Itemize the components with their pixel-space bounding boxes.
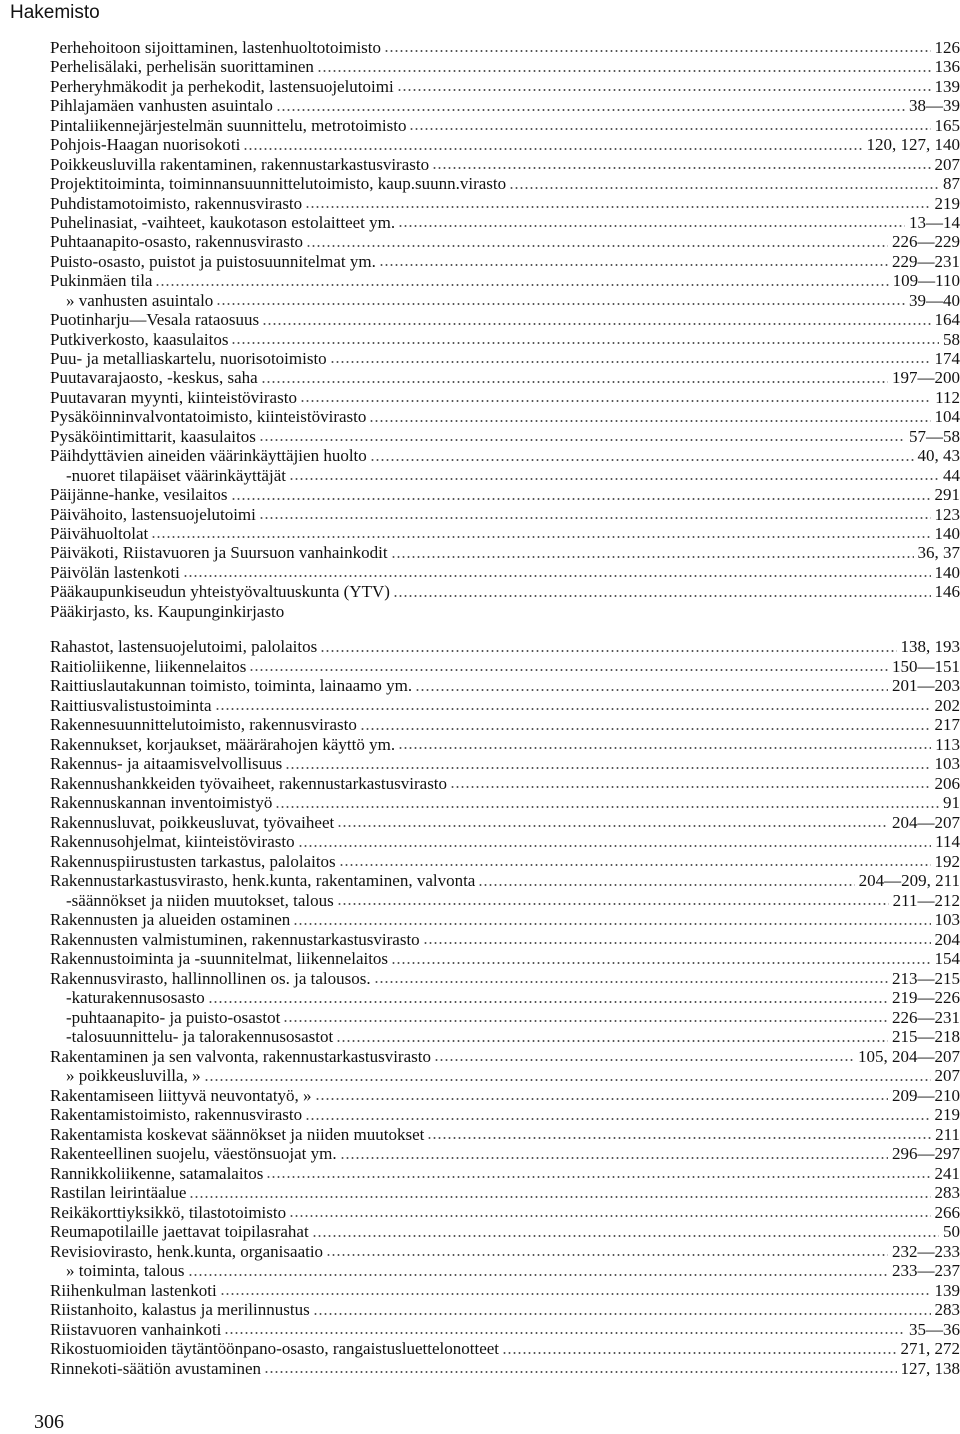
index-entry: [50, 1359, 960, 1379]
dot-leader: [370, 459, 914, 461]
index-term: Riistavuoren vanhainkoti: [50, 1320, 224, 1340]
index-entry: [50, 871, 960, 891]
index-page-ref: 283: [931, 1183, 960, 1203]
index-page-ref: 35—36: [905, 1320, 960, 1340]
index-term: -puhtaanapito- ja puisto-osastot: [50, 1008, 283, 1028]
index-term: Puhelinasiat, -vaihteet, kaukotason estolaitteet ym.: [50, 213, 398, 232]
index-page-ref: 207: [931, 1066, 960, 1086]
index-page-ref: 154: [931, 949, 960, 969]
index-term: Perhelisälaki, perhelisän suorittaminen: [50, 57, 317, 76]
index-page-ref: 136: [931, 57, 960, 76]
index-term: Rakennushankkeiden työvaiheet, rakennustarkastusvirasto: [50, 774, 450, 794]
index-term: Päijänne-hanke, vesilaitos: [50, 485, 231, 504]
dot-leader: [369, 420, 930, 422]
dot-leader: [264, 1371, 896, 1373]
index-term: -talosuunnittelu- ja talorakennusosastot: [50, 1027, 336, 1047]
index-page-ref: 139: [931, 77, 960, 96]
dot-leader: [259, 517, 931, 519]
dot-leader: [220, 1293, 931, 1295]
index-term: Pysäköinninvalvontatoimisto, kiinteistövirasto: [50, 407, 369, 426]
index-entry: [50, 1242, 960, 1262]
dot-leader: [450, 786, 930, 788]
index-term: -katurakennusosasto: [50, 988, 208, 1008]
dot-leader: [261, 381, 888, 383]
index-entry: [50, 252, 960, 271]
dot-leader: [276, 109, 905, 111]
index-term: Rinnekoti-säätiön avustaminen: [50, 1359, 264, 1379]
dot-leader: [231, 498, 931, 500]
index-term: Päihdyttävien aineiden väärinkäyttäjien huolto: [50, 446, 370, 465]
index-term: Rakentaminen ja sen valvonta, rakennustarkastusvirasto: [50, 1047, 434, 1067]
index-term: Päivölän lastenkoti: [50, 563, 183, 582]
index-entry: [50, 657, 960, 677]
dot-leader: [336, 1040, 888, 1042]
index-entry: [50, 407, 960, 426]
index-entry: [50, 1183, 960, 1203]
dot-leader: [208, 1001, 888, 1003]
dot-leader: [384, 50, 930, 52]
index-term: Rikostuomioiden täytäntöönpano-osasto, rangaistusluettelonotteet: [50, 1339, 502, 1359]
index-page-ref: 219: [931, 1105, 960, 1125]
index-entry: [50, 77, 960, 96]
dot-leader: [231, 342, 939, 344]
index-page-ref: 58: [939, 330, 960, 349]
dot-leader: [398, 747, 931, 749]
index-entry: [50, 637, 960, 657]
index-page-ref: 36, 37: [914, 543, 960, 562]
index-term: Pääkirjasto, ks. Kaupunginkirjasto: [50, 602, 287, 621]
index-page-ref: 146: [931, 582, 960, 601]
dot-leader: [393, 595, 931, 597]
index-term: Riihenkulman lastenkoti: [50, 1281, 220, 1301]
dot-leader: [216, 303, 905, 305]
index-term: Riistanhoito, kalastus ja merilinnustus: [50, 1300, 313, 1320]
index-entry: [50, 793, 960, 813]
dot-leader: [434, 1059, 854, 1061]
dot-leader: [285, 767, 930, 769]
index-page-ref: 44: [939, 466, 960, 485]
index-page-ref: 207: [931, 155, 960, 174]
index-term: » vanhusten asuintalo: [50, 291, 216, 310]
index-page-ref: 57—58: [905, 427, 960, 446]
dot-leader: [300, 400, 931, 402]
dot-leader: [204, 1079, 931, 1081]
index-term: Puhtaanapito-osasto, rakennusvirasto: [50, 232, 306, 251]
index-term: Revisiovirasto, henk.kunta, organisaatio: [50, 1242, 326, 1262]
index-term: Rakennuskannan inventoimistyö: [50, 793, 275, 813]
index-term: Rakennustoiminta ja -suunnitelmat, liikennelaitos: [50, 949, 391, 969]
index-entry: [50, 310, 960, 329]
index-term: Rakennus- ja aitaamisvelvollisuus: [50, 754, 285, 774]
page-number: 306: [34, 1410, 64, 1434]
index-entry: [50, 1300, 960, 1320]
index-term: Päiväkoti, Riistavuoren ja Suursuon vanhainkodit: [50, 543, 391, 562]
index-entry: [50, 1144, 960, 1164]
dot-leader: [320, 650, 896, 652]
dot-leader: [259, 439, 905, 441]
index-entry: [50, 368, 960, 387]
index-term: Rakennusvirasto, hallinnollinen os. ja talousos.: [50, 969, 374, 989]
index-term: Poikkeusluvilla rakentaminen, rakennustarkastusvirasto: [50, 155, 432, 174]
dot-leader: [305, 1118, 930, 1120]
index-page-ref: 283: [931, 1300, 960, 1320]
index-term: Perhehoitoon sijoittaminen, lastenhuoltotoimisto: [50, 38, 384, 57]
index-page-ref: 241: [931, 1164, 960, 1184]
index-term: Reikäkorttiyksikkö, tilastotoimisto: [50, 1203, 289, 1223]
index-page-ref: 271, 272: [897, 1339, 960, 1359]
index-term: Puu- ja metalliaskartelu, nuorisotoimisto: [50, 349, 330, 368]
index-term: Reumapotilaille jaettavat toipilasrahat: [50, 1222, 312, 1242]
index-entry: [50, 1086, 960, 1106]
index-entry: [50, 813, 960, 833]
dot-leader: [313, 1313, 931, 1315]
index-page-ref: 113: [931, 735, 960, 755]
index-entry: [50, 330, 960, 349]
index-page-ref: 296—297: [888, 1144, 960, 1164]
index-page-ref: 291: [931, 485, 960, 504]
index-page-ref: 202: [931, 696, 960, 716]
dot-leader: [293, 923, 930, 925]
dot-leader: [183, 575, 931, 577]
dot-leader: [398, 225, 905, 227]
index-entry: [50, 988, 960, 1008]
dot-leader: [155, 284, 888, 286]
index-term: Raitioliikenne, liikennelaitos: [50, 657, 249, 677]
index-entry: [50, 969, 960, 989]
dot-leader: [188, 1274, 888, 1276]
index-entry: [50, 891, 960, 911]
index-page-ref: 139: [931, 1281, 960, 1301]
index-page-ref: 219: [931, 194, 960, 213]
index-page-ref: 201—203: [888, 676, 960, 696]
index-term: » toiminta, talous: [50, 1261, 188, 1281]
dot-leader: [305, 206, 930, 208]
index-term: Puutavaran myynti, kiinteistövirasto: [50, 388, 300, 407]
index-entry: [50, 1222, 960, 1242]
index-page-ref: 50: [939, 1222, 960, 1242]
dot-leader: [374, 981, 888, 983]
index-entry: [50, 1261, 960, 1281]
index-entry: [50, 1027, 960, 1047]
index-page-ref: 206: [931, 774, 960, 794]
index-term: Putkiverkosto, kaasulaitos: [50, 330, 231, 349]
index-page-ref: 209—210: [888, 1086, 960, 1106]
index-page-ref: 233—237: [888, 1261, 960, 1281]
index-entry: [50, 388, 960, 407]
index-term: Pohjois-Haagan nuorisokoti: [50, 135, 243, 154]
dot-leader: [243, 148, 862, 150]
index-page-ref: 226—231: [888, 1008, 960, 1028]
index-entry: [50, 96, 960, 115]
index-entry: [50, 427, 960, 446]
dot-leader: [312, 1235, 939, 1237]
index-term: Rastilan leirintäalue: [50, 1183, 189, 1203]
dot-leader: [215, 708, 931, 710]
index-term: Raittiuslautakunnan toimisto, toiminta, lainaamo ym.: [50, 676, 415, 696]
dot-leader: [415, 689, 888, 691]
index-term: Rakentamistoimisto, rakennusvirasto: [50, 1105, 305, 1125]
index-entry: [50, 1008, 960, 1028]
index-term: » poikkeusluvilla, »: [50, 1066, 204, 1086]
index-group-r: [50, 637, 960, 1378]
index-entry: [50, 1105, 960, 1125]
index-entry: [50, 754, 960, 774]
dot-leader: [266, 1176, 930, 1178]
index-term: Puisto-osasto, puistot ja puistosuunnitelmat ym.: [50, 252, 379, 271]
index-entry: [50, 696, 960, 716]
dot-leader: [317, 70, 931, 72]
dot-leader: [298, 845, 932, 847]
index-term: Rakentamista koskevat säännökset ja niiden muutokset: [50, 1125, 427, 1145]
index-entry: [50, 715, 960, 735]
index-entry: [50, 446, 960, 465]
index-term: Pintaliikennejärjestelmän suunnittelu, metrotoimisto: [50, 116, 409, 135]
index-page-ref: 127, 138: [897, 1359, 960, 1379]
dot-leader: [283, 1020, 888, 1022]
dot-leader: [262, 323, 930, 325]
dot-leader: [337, 825, 888, 827]
dot-leader: [289, 1215, 930, 1217]
dot-leader: [432, 167, 930, 169]
index-page-ref: 112: [931, 388, 960, 407]
index-term: Rakennuspiirustusten tarkastus, palolaitos: [50, 852, 339, 872]
index-term: Päivähoito, lastensuojelutoimi: [50, 505, 259, 524]
dot-leader: [391, 962, 930, 964]
index-entry: [50, 232, 960, 251]
index-term: Pihlajamäen vanhusten asuintalo: [50, 96, 276, 115]
dot-leader: [423, 942, 931, 944]
index-entry: [50, 1281, 960, 1301]
index-page-ref: 123: [931, 505, 960, 524]
index-term: Raittiusvalistustoiminta: [50, 696, 215, 716]
index-entry: [50, 774, 960, 794]
index-page-ref: 165: [931, 116, 960, 135]
index-page-ref: 215—218: [888, 1027, 960, 1047]
index-term: Puotinharju—Vesala rataosuus: [50, 310, 262, 329]
index-entry: [50, 174, 960, 193]
dot-leader: [379, 264, 888, 266]
index-term: Rahastot, lastensuojelutoimi, palolaitos: [50, 637, 320, 657]
index-entry: [50, 57, 960, 76]
index-term: Projektitoiminta, toiminnansuunnittelutoimisto, kaup.suunn.virasto: [50, 174, 509, 193]
index-term: Päivähuoltolat: [50, 524, 151, 543]
dot-leader: [337, 903, 889, 905]
index-entry: [50, 602, 960, 621]
index-term: Rakentamiseen liittyvä neuvontatyö, »: [50, 1086, 315, 1106]
index-entry: [50, 676, 960, 696]
index-entry: [50, 155, 960, 174]
index-page-ref: 204: [931, 930, 960, 950]
index-entry: [50, 349, 960, 368]
index-term: Rakenteellinen suojelu, väestönsuojat ym.: [50, 1144, 340, 1164]
index-entry: [50, 563, 960, 582]
index-page-ref: 204—207: [888, 813, 960, 833]
index-page-ref: 164: [931, 310, 960, 329]
dot-leader: [289, 478, 939, 480]
dot-leader: [478, 884, 854, 886]
dot-leader: [249, 669, 888, 671]
index-page-ref: 140: [931, 524, 960, 543]
index-term: Rakennusohjelmat, kiinteistövirasto: [50, 832, 298, 852]
index-entry: [50, 735, 960, 755]
index-page-ref: 204—209, 211: [855, 871, 960, 891]
dot-leader: [306, 245, 888, 247]
index-entry: [50, 1203, 960, 1223]
index-entry: [50, 135, 960, 154]
dot-leader: [397, 89, 931, 91]
index-page-ref: 197—200: [888, 368, 960, 387]
index-term: Rakennesuunnittelutoimisto, rakennusvirasto: [50, 715, 360, 735]
index-page-ref: 232—233: [888, 1242, 960, 1262]
index-page-ref: 105, 204—207: [854, 1047, 960, 1067]
index-entry: [50, 524, 960, 543]
index-page-ref: 103: [931, 754, 960, 774]
index-entry: [50, 1047, 960, 1067]
index-entry: [50, 930, 960, 950]
index-term: Rakennusluvat, poikkeusluvat, työvaiheet: [50, 813, 337, 833]
index-page-ref: 211—212: [889, 891, 960, 911]
index-page-ref: 192: [931, 852, 960, 872]
index-term: Rakennukset, korjaukset, määrärahojen käyttö ym.: [50, 735, 398, 755]
dot-leader: [360, 728, 931, 730]
index-page-ref: 87: [939, 174, 960, 193]
index-page-ref: 38—39: [905, 96, 960, 115]
index-page-ref: 114: [931, 832, 960, 852]
index-term: Rakennustarkastusvirasto, henk.kunta, rakentaminen, valvonta: [50, 871, 478, 891]
index-entry: [50, 832, 960, 852]
index-entry: [50, 271, 960, 290]
dot-leader: [409, 128, 930, 130]
index-entry: [50, 466, 960, 485]
index-entry: [50, 291, 960, 310]
index-entry: [50, 543, 960, 562]
index-entry: [50, 1320, 960, 1340]
index-term: Rakennusten ja alueiden ostaminen: [50, 910, 293, 930]
index-term: Pukinmäen tila: [50, 271, 155, 290]
index-term: Pääkaupunkiseudun yhteistyövaltuuskunta (YTV): [50, 582, 393, 601]
dot-leader: [315, 1098, 888, 1100]
dot-leader: [189, 1196, 930, 1198]
index-entry: [50, 582, 960, 601]
index-term: -säännökset ja niiden muutokset, talous: [50, 891, 337, 911]
index-page-ref: 109—110: [889, 271, 960, 290]
index-term: Rakennusten valmistuminen, rakennustarkastusvirasto: [50, 930, 423, 950]
dot-leader: [502, 1352, 896, 1354]
index-page-ref: 103: [931, 910, 960, 930]
index-page-ref: 126: [931, 38, 960, 57]
index-page-ref: 219—226: [888, 988, 960, 1008]
index-group-p: [50, 38, 960, 621]
index-page-ref: 138, 193: [897, 637, 960, 657]
index-page-ref: 13—14: [905, 213, 960, 232]
index-entry: [50, 949, 960, 969]
index-page-ref: 150—151: [888, 657, 960, 677]
index-term: -nuoret tilapäiset väärinkäyttäjät: [50, 466, 289, 485]
dot-leader: [326, 1254, 888, 1256]
dot-leader: [509, 187, 939, 189]
index-term: Perheryhmäkodit ja perhekodit, lastensuojelutoimi: [50, 77, 397, 96]
index-entry: [50, 485, 960, 504]
dot-leader: [427, 1137, 931, 1139]
index-page-ref: 174: [931, 349, 960, 368]
index-page-ref: 140: [931, 563, 960, 582]
index-term: Puhdistamotoimisto, rakennusvirasto: [50, 194, 305, 213]
index-entry: [50, 505, 960, 524]
dot-leader: [224, 1332, 905, 1334]
index-term: Puutavarajaosto, -keskus, saha: [50, 368, 261, 387]
dot-leader: [339, 864, 931, 866]
index-entry: [50, 852, 960, 872]
index-entry: [50, 213, 960, 232]
index-entry: [50, 1066, 960, 1086]
index-page-ref: 40, 43: [914, 446, 960, 465]
dot-leader: [151, 536, 930, 538]
index-page-ref: 91: [939, 793, 960, 813]
running-header: Hakemisto: [10, 0, 100, 26]
dot-leader: [275, 806, 939, 808]
index-term: Rannikkoliikenne, satamalaitos: [50, 1164, 266, 1184]
index-entry: [50, 194, 960, 213]
index-entry: [50, 1125, 960, 1145]
index-entry: [50, 1339, 960, 1359]
index-page-ref: 120, 127, 140: [863, 135, 960, 154]
index-entry: [50, 38, 960, 57]
index-entry: [50, 116, 960, 135]
index-page-ref: 229—231: [888, 252, 960, 271]
index-page-ref: 266: [931, 1203, 960, 1223]
index-entry: [50, 1164, 960, 1184]
dot-leader: [391, 556, 914, 558]
dot-leader: [340, 1157, 888, 1159]
index-page-ref: 211: [931, 1125, 960, 1145]
index-term: Pysäköintimittarit, kaasulaitos: [50, 427, 259, 446]
index-page-ref: 104: [931, 407, 960, 426]
index-page-ref: 217: [931, 715, 960, 735]
index-page-ref: 226—229: [888, 232, 960, 251]
index-page-ref: 213—215: [888, 969, 960, 989]
index-page-ref: 39—40: [905, 291, 960, 310]
index-entry: [50, 910, 960, 930]
dot-leader: [330, 361, 931, 363]
